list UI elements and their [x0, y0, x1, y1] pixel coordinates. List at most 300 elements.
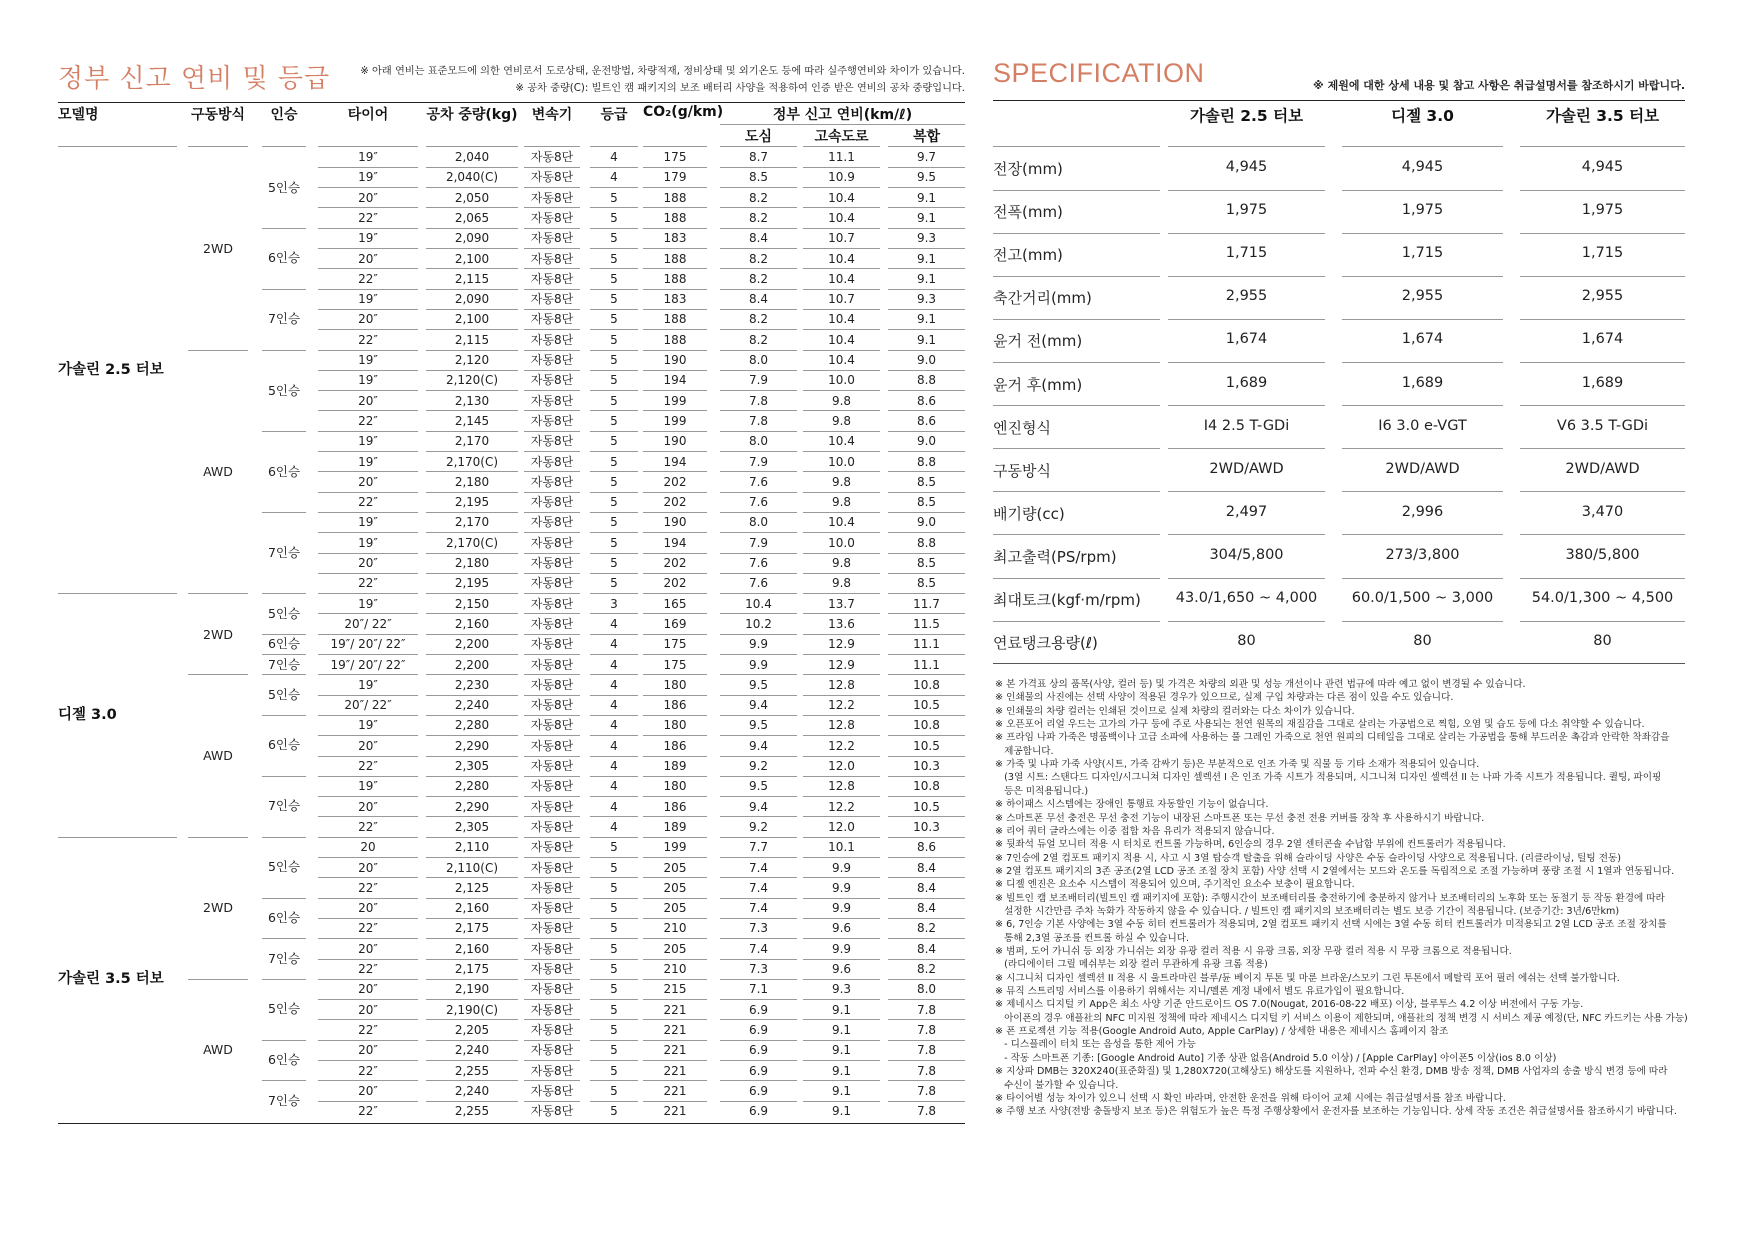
co2-cell: 221: [663, 1104, 687, 1119]
footnote-line: ※ 인쇄물의 사진에는 선택 사양이 적용된 경우가 있으므로, 실제 구입 차량과는 다른 점이 있을 수도 있습니다.: [995, 692, 1454, 704]
grade-cell: 4: [610, 698, 618, 713]
grade-cell: 5: [610, 921, 618, 936]
fuel-economy-note-1: ※ 아래 연비는 표준모드에 의한 연비로서 도로상태, 운전방법, 차량적재, 정비상태 및 외기온도 등에 따라 실주행연비와 차이가 있습니다.: [360, 66, 965, 77]
combined-economy-cell: 8.0: [916, 982, 937, 997]
transmission-cell: 자동8단: [530, 738, 574, 753]
row-divider: [1342, 276, 1503, 277]
grade-cell: 5: [610, 901, 618, 916]
highway-economy-cell: 10.0: [828, 535, 855, 550]
tire-cell: 20″: [358, 860, 378, 875]
city-economy-cell: 8.2: [748, 210, 769, 225]
footnote-line: (3열 시트: 스탠다드 디자인/시그니쳐 디자인 셀렉션 I 은 인조 가죽 시트가 적용되며, 시그니쳐 디자인 셀렉션 II 는 나파 가죽 시트가 적용됩니다. 퀼팅, 파이핑: [995, 772, 1662, 784]
row-divider: [1168, 448, 1325, 449]
weight-cell: 2,160: [454, 941, 490, 956]
tire-cell: 20″: [358, 982, 378, 997]
highway-header: 고속도로: [814, 129, 869, 145]
weight-cell: 2,305: [454, 819, 490, 834]
weight-cell: 2,205: [454, 1022, 490, 1037]
spec-row-label: 전장(mm): [993, 160, 1063, 178]
co2-cell: 180: [663, 718, 687, 733]
row-divider: [1168, 491, 1325, 492]
seats-label: 7인승: [267, 950, 301, 966]
combined-economy-cell: 8.8: [916, 373, 937, 388]
spec-value: 80: [1593, 633, 1612, 650]
combined-economy-cell: 7.8: [916, 1002, 937, 1017]
city-economy-cell: 8.2: [748, 251, 769, 266]
spec-row-label: 윤거 전(mm): [993, 332, 1083, 351]
transmission-cell: 자동8단: [530, 231, 574, 246]
highway-economy-cell: 10.1: [828, 840, 855, 855]
tire-cell: 22″: [358, 962, 378, 976]
footnote-line: ※ 타이어별 성능 차이가 있으니 선택 시 확인 바라며, 안전한 운전을 위해 타이어 교체 시에는 취급설명서를 참조 바랍니다.: [995, 1092, 1506, 1104]
combined-economy-cell: 7.8: [916, 1063, 937, 1078]
transmission-cell: 자동8단: [530, 353, 574, 367]
table-bottom-rule: [58, 1123, 965, 1124]
spec-value: 1,715: [1581, 245, 1624, 262]
row-divider: [1342, 621, 1503, 622]
weight-cell: 2,160: [454, 901, 490, 916]
combined-economy-cell: 8.4: [916, 941, 937, 956]
combined-economy-cell: 11.5: [913, 616, 940, 631]
row-divider: [1168, 233, 1325, 234]
tire-cell: 22″: [358, 819, 378, 834]
tire-cell: 20″: [358, 312, 378, 327]
transmission-cell: 자동8단: [530, 170, 574, 185]
spec-row-label: 축간거리(mm): [993, 289, 1092, 308]
tire-cell: 22″: [358, 271, 378, 286]
co2-cell: 190: [663, 434, 687, 449]
spec-value: I6 3.0 e-VGT: [1378, 417, 1467, 434]
combined-economy-cell: 8.4: [916, 901, 937, 916]
drive-label: 2WD: [203, 626, 233, 642]
transmission-cell: 자동8단: [530, 495, 574, 510]
combined-economy-cell: 11.7: [913, 596, 940, 611]
transmission-cell: 자동8단: [530, 556, 574, 570]
grade-cell: 3: [610, 596, 618, 611]
transmission-cell: 자동8단: [530, 860, 574, 875]
highway-economy-cell: 9.1: [831, 1022, 852, 1037]
grade-cell: 4: [610, 718, 618, 733]
weight-cell: 2,175: [454, 921, 490, 936]
transmission-cell: 자동8단: [530, 677, 574, 692]
transmission-cell: 자동8단: [530, 434, 574, 449]
city-economy-cell: 7.3: [748, 962, 769, 976]
grade-cell: 5: [610, 860, 618, 875]
seats-label: 5인승: [267, 605, 301, 621]
spec-row-label: 최대토크(kgf·m/rpm): [993, 591, 1141, 609]
grade-cell: 5: [610, 332, 618, 347]
weight-header: 공차 중량(kg): [426, 107, 518, 123]
header-divider: [1520, 146, 1685, 147]
highway-economy-cell: 10.0: [828, 454, 855, 469]
highway-economy-cell: 10.9: [828, 170, 855, 185]
footnote-line: 설정한 시간만큼 주차 녹화가 작동하지 않을 수 있습니다. / 빌트인 캠 패키지의 보조배터리는 별도 보증 기간이 적용됩니다. (보증기간: 3년/6만km): [995, 905, 1620, 917]
row-divider: [993, 276, 1160, 277]
tire-cell: 20″: [358, 799, 378, 814]
co2-cell: 180: [663, 779, 687, 794]
tire-cell: 19″/ 20″/ 22″: [330, 637, 406, 652]
row-divider: [993, 362, 1160, 363]
transmission-cell: 자동8단: [530, 515, 574, 530]
weight-cell: 2,120: [454, 353, 490, 367]
combined-economy-cell: 8.4: [916, 860, 937, 875]
co2-cell: 202: [663, 556, 687, 570]
city-economy-cell: 8.0: [748, 353, 769, 367]
row-divider: [993, 190, 1160, 191]
city-economy-cell: 7.8: [748, 393, 769, 408]
city-economy-cell: 7.8: [748, 413, 769, 428]
city-economy-cell: 7.9: [748, 373, 769, 388]
highway-economy-cell: 9.1: [831, 1002, 852, 1017]
row-divider: [1520, 190, 1685, 191]
transmission-cell: 자동8단: [530, 474, 574, 489]
highway-economy-cell: 9.8: [831, 413, 852, 428]
grade-cell: 5: [610, 413, 618, 428]
co2-cell: 190: [663, 353, 687, 367]
transmission-cell: 자동8단: [530, 1104, 574, 1119]
tire-cell: 22″: [358, 332, 378, 347]
tire-cell: 19″: [358, 535, 378, 550]
footnote-line: ※ 오픈포어 리얼 우드는 고가의 가구 등에 주로 사용되는 천연 원목의 재질감을 그대로 살리는 가공법으로 찍힘, 오염 및 습도 등에 다소 취약할 수 있습니다.: [995, 719, 1645, 731]
fuel-economy-header: 정부 신고 연비(km/ℓ): [772, 107, 913, 123]
combined-economy-cell: 9.3: [916, 292, 937, 307]
row-divider: [1342, 534, 1503, 535]
transmission-cell: 자동8단: [530, 251, 574, 266]
footnote-line: ※ 6, 7인승 기본 사양에는 3열 수동 히터 컨트롤러가 적용되며, 2열 컴포트 패키지 선택 시에는 3열 수동 히터 컨트롤러가 미적용되고 2열 LCD 공조 조절 장치를: [995, 919, 1667, 931]
row-divider: [1520, 621, 1685, 622]
city-economy-cell: 8.7: [748, 150, 769, 164]
spec-value: 1,715: [1401, 245, 1444, 262]
row-divider: [1168, 578, 1325, 579]
weight-cell: 2,120(C): [445, 373, 499, 388]
tire-header: 타이어: [347, 107, 389, 123]
city-economy-cell: 6.9: [748, 1022, 769, 1037]
tire-cell: 20″: [358, 251, 378, 266]
spec-value: 4,945: [1225, 159, 1268, 175]
co2-cell: 183: [663, 231, 687, 246]
weight-cell: 2,200: [454, 657, 490, 672]
highway-economy-cell: 9.1: [831, 1104, 852, 1119]
transmission-cell: 자동8단: [530, 535, 574, 550]
highway-economy-cell: 10.4: [828, 312, 855, 327]
row-divider: [993, 319, 1160, 320]
combined-economy-cell: 10.8: [913, 718, 940, 733]
grade-cell: 4: [610, 677, 618, 692]
grade-cell: 5: [610, 434, 618, 449]
highway-economy-cell: 10.4: [828, 271, 855, 286]
tire-cell: 20″: [358, 556, 378, 570]
city-economy-cell: 6.9: [748, 1104, 769, 1119]
transmission-cell: 자동8단: [530, 759, 574, 773]
model-label: 디젤 3.0: [58, 706, 117, 723]
grade-cell: 5: [610, 1083, 618, 1098]
seats-label: 6인승: [267, 250, 301, 266]
combined-economy-cell: 9.1: [916, 190, 937, 205]
highway-economy-cell: 10.4: [828, 251, 855, 266]
highway-economy-cell: 9.8: [831, 474, 852, 489]
spec-value: 1,674: [1401, 331, 1444, 348]
weight-cell: 2,175: [454, 962, 490, 976]
combined-economy-cell: 8.6: [916, 393, 937, 408]
header-divider: [1342, 146, 1503, 147]
seats-label: 7인승: [267, 798, 301, 814]
tire-cell: 19″: [358, 373, 378, 388]
highway-economy-cell: 11.1: [828, 150, 855, 164]
co2-cell: 202: [663, 474, 687, 489]
tire-cell: 19″: [358, 454, 378, 469]
combined-economy-cell: 8.8: [916, 535, 937, 550]
grade-cell: 5: [610, 840, 618, 855]
city-economy-cell: 8.2: [748, 312, 769, 327]
footnote-line: ※ 프라임 나파 가죽은 명품백이나 고급 소파에 사용하는 풀 그레인 가죽으로 천연 원피의 디테일을 그대로 살리는 가공법을 통해 부드러운 촉감과 안락한 착좌감을: [995, 732, 1670, 744]
row-divider: [993, 491, 1160, 492]
co2-cell: 183: [663, 292, 687, 307]
footnote-line: ※ 뒷좌석 듀얼 모니터 적용 시 터치로 컨트롤 가능하며, 6인승의 경우 2열 센터콘솔 수납함 부위에 컨트롤러가 적용됩니다.: [995, 839, 1506, 851]
spec-value: 1,674: [1225, 331, 1268, 348]
transmission-cell: 자동8단: [530, 1043, 574, 1058]
co2-cell: 165: [663, 596, 687, 611]
highway-economy-cell: 10.4: [828, 190, 855, 205]
grade-cell: 5: [610, 556, 618, 570]
weight-cell: 2,195: [454, 495, 490, 510]
row-divider: [1520, 578, 1685, 579]
tire-cell: 19″: [358, 353, 378, 367]
grade-cell: 4: [610, 738, 618, 753]
footnote-line: ※ 폰 프로젝션 기능 적용(Google Android Auto, Apple CarPlay) / 상세한 내용은 제네시스 홈페이지 참조: [995, 1026, 1449, 1038]
row-divider: [1168, 621, 1325, 622]
grade-cell: 5: [610, 535, 618, 550]
weight-cell: 2,290: [454, 738, 490, 753]
city-economy-cell: 8.0: [748, 515, 769, 530]
tire-cell: 19″: [358, 677, 378, 692]
tire-cell: 22″: [358, 1022, 378, 1037]
highway-economy-cell: 9.8: [831, 556, 852, 570]
spec-value: 1,689: [1581, 374, 1624, 391]
grade-cell: 4: [610, 657, 618, 672]
spec-value: 4,945: [1401, 159, 1444, 175]
tire-cell: 19″: [358, 596, 378, 611]
combined-economy-cell: 9.7: [916, 150, 937, 164]
model-label: 가솔린 3.5 터보: [58, 971, 164, 988]
city-economy-cell: 8.4: [748, 231, 769, 246]
co2-cell: 194: [663, 454, 687, 469]
co2-cell: 190: [663, 515, 687, 530]
grade-cell: 5: [610, 373, 618, 388]
transmission-cell: 자동8단: [530, 576, 574, 591]
combined-economy-cell: 10.3: [913, 819, 940, 834]
row-divider: [993, 233, 1160, 234]
city-economy-cell: 7.6: [748, 556, 769, 570]
weight-cell: 2,240: [454, 698, 490, 713]
highway-economy-cell: 10.4: [828, 332, 855, 347]
grade-cell: 5: [610, 292, 618, 307]
co2-cell: 180: [663, 677, 687, 692]
co2-cell: 194: [663, 535, 687, 550]
drive-label: AWD: [203, 747, 233, 763]
city-economy-cell: 9.4: [748, 799, 769, 814]
weight-cell: 2,170: [454, 434, 490, 449]
transmission-cell: 자동8단: [530, 454, 574, 469]
weight-cell: 2,280: [454, 718, 490, 733]
grade-cell: 5: [610, 353, 618, 367]
row-divider: [1520, 276, 1685, 277]
tire-cell: 20″/ 22″: [344, 698, 392, 713]
co2-cell: 221: [663, 1063, 687, 1078]
transmission-cell: 자동8단: [530, 880, 574, 895]
city-economy-cell: 7.4: [748, 860, 769, 875]
tire-cell: 19″/ 20″/ 22″: [330, 657, 406, 672]
transmission-header: 변속기: [531, 107, 573, 123]
grade-cell: 5: [610, 210, 618, 225]
combined-economy-cell: 10.5: [913, 738, 940, 753]
highway-economy-cell: 9.9: [831, 860, 852, 875]
weight-cell: 2,255: [454, 1104, 490, 1119]
footnote-line: ※ 빌트인 캠 보조배터리(빌트인 캠 패키지에 포함): 주행시간이 보조배터리를 충전하기에 충분하지 않거나 보조배터리의 노후화 또는 동절기 등 작동 환경에 따라: [995, 892, 1665, 904]
combined-economy-cell: 7.8: [916, 1022, 937, 1037]
highway-economy-cell: 10.4: [828, 353, 855, 367]
tire-cell: 20: [360, 840, 376, 855]
co2-cell: 202: [663, 576, 687, 591]
combined-economy-cell: 9.5: [916, 170, 937, 185]
weight-cell: 2,305: [454, 759, 490, 773]
row-divider: [993, 405, 1160, 406]
tire-cell: 22″: [358, 921, 378, 936]
seats-label: 5인승: [267, 1001, 301, 1017]
co2-cell: 221: [663, 1002, 687, 1017]
combined-economy-cell: 10.8: [913, 779, 940, 794]
footnote-line: ※ 제네시스 디지털 키 App은 최소 사양 기준 안드로이드 OS 7.0(Nougat, 2016-08-22 배포) 이상, 블루투스 4.2 이상 버전에서 구동 가능.: [995, 999, 1584, 1011]
footnote-line: ※ 가죽 및 나파 가죽 사양(시트, 가죽 감싸기 등)은 부분적으로 인조 가죽 및 직물 등 기타 소재가 적용되어 있습니다.: [995, 759, 1480, 771]
grade-cell: 5: [610, 576, 618, 591]
co2-cell: 205: [663, 860, 687, 875]
combined-economy-cell: 8.5: [916, 556, 937, 570]
spec-row-label: 엔진형식: [993, 418, 1051, 437]
weight-cell: 2,190(C): [445, 1002, 499, 1017]
grade-cell: 5: [610, 941, 618, 956]
combined-economy-cell: 10.8: [913, 677, 940, 692]
spec-value: 2,497: [1225, 503, 1268, 520]
footnote-line: 아이폰의 경우 애플社의 NFC 미지원 정책에 따라 제네시스 디지털 키 서비스 이용이 제한되며, 애플社의 정책 변경 시 서비스 제공 예정(단, NFC 카드키는 사용 가능): [995, 1012, 1688, 1024]
grade-cell: 5: [610, 190, 618, 205]
weight-cell: 2,255: [454, 1063, 490, 1078]
city-economy-cell: 7.6: [748, 576, 769, 591]
city-economy-cell: 8.4: [748, 292, 769, 307]
grade-cell: 4: [610, 819, 618, 834]
spec-header-rule: [993, 100, 1685, 101]
seats-label: 6인승: [267, 636, 301, 652]
spec-column-header: 가솔린 2.5 터보: [1189, 107, 1304, 125]
spec-row-label: 전고(mm): [993, 246, 1063, 265]
combined-economy-cell: 9.3: [916, 231, 937, 246]
tire-cell: 20″: [358, 393, 378, 408]
header-top-rule: [58, 102, 965, 103]
city-economy-cell: 9.9: [748, 637, 769, 652]
transmission-cell: 자동8단: [530, 1063, 574, 1078]
highway-economy-cell: 10.4: [828, 210, 855, 225]
combined-economy-cell: 10.3: [913, 759, 940, 773]
co2-cell: 205: [663, 880, 687, 895]
spec-value: 273/3,800: [1385, 546, 1460, 563]
transmission-cell: 자동8단: [530, 962, 574, 976]
transmission-cell: 자동8단: [530, 779, 574, 794]
tire-cell: 22″: [358, 1063, 378, 1078]
seats-label: 5인승: [267, 180, 301, 195]
weight-cell: 2,090: [454, 292, 490, 307]
seats-label: 5인승: [267, 686, 301, 702]
footnote-line: ※ 디젤 엔진은 요소수 시스템이 적용되어 있으며, 주기적인 요소수 보충이 필요합니다.: [995, 879, 1355, 891]
co2-cell: 205: [663, 901, 687, 916]
spec-value: 1,689: [1225, 374, 1268, 391]
weight-cell: 2,090: [454, 231, 490, 246]
highway-economy-cell: 9.1: [831, 1063, 852, 1078]
model-header: 모델명: [58, 107, 99, 123]
spec-row-label: 윤거 후(mm): [993, 375, 1083, 394]
highway-economy-cell: 9.8: [831, 576, 852, 591]
footnote-line: ※ 지상파 DMB는 320X240(표준화질) 및 1,280X720(고해상도) 해상도를 지원하나, 전파 수신 환경, DMB 방송 정책, DMB 사업자의 송출 방식 변경 등에 따라: [995, 1066, 1668, 1078]
footnote-line: - 디스플레이 터치 또는 음성을 통한 제어 가능: [995, 1039, 1196, 1051]
highway-economy-cell: 10.7: [828, 292, 855, 307]
city-economy-cell: 8.5: [748, 170, 769, 185]
grade-cell: 5: [610, 271, 618, 286]
combined-economy-cell: 8.5: [916, 495, 937, 510]
co2-cell: 189: [663, 819, 687, 834]
grade-cell: 4: [610, 616, 618, 631]
weight-cell: 2,050: [454, 190, 490, 205]
seats-label: 6인승: [267, 1052, 301, 1068]
grade-cell: 5: [610, 312, 618, 327]
weight-cell: 2,280: [454, 779, 490, 794]
spec-value: 2,996: [1401, 503, 1444, 520]
city-economy-cell: 7.7: [748, 840, 769, 855]
city-economy-cell: 7.6: [748, 495, 769, 510]
combined-economy-cell: 8.6: [916, 840, 937, 855]
weight-cell: 2,115: [454, 332, 490, 347]
transmission-cell: 자동8단: [530, 941, 574, 956]
footnote-line: ※ 본 가격표 상의 품목(사양, 컬러 등) 및 가격은 차량의 외관 및 성능 개선이나 관련 법규에 따라 예고 없이 변경될 수 있습니다.: [995, 679, 1526, 690]
row-divider: [1168, 319, 1325, 320]
spec-value: I4 2.5 T-GDi: [1203, 417, 1290, 434]
combined-economy-cell: 9.1: [916, 312, 937, 327]
spec-value: 54.0/1,300 ~ 4,500: [1531, 590, 1674, 606]
transmission-cell: 자동8단: [530, 292, 574, 307]
fuel-economy-subrule: [720, 124, 965, 125]
city-economy-cell: 8.2: [748, 332, 769, 347]
footnote-line: ※ 하이패스 시스템에는 장애인 통행료 자동할인 기능이 없습니다.: [995, 799, 1269, 811]
weight-cell: 2,100: [454, 251, 490, 266]
spec-value: 60.0/1,500 ~ 3,000: [1351, 590, 1494, 606]
city-economy-cell: 10.2: [745, 616, 772, 631]
weight-cell: 2,040: [454, 150, 490, 164]
co2-cell: 188: [663, 210, 687, 225]
row-divider: [1520, 233, 1685, 234]
city-economy-cell: 8.2: [748, 190, 769, 205]
weight-cell: 2,110(C): [445, 860, 499, 875]
spec-value: 304/5,800: [1209, 546, 1284, 563]
transmission-cell: 자동8단: [530, 901, 574, 916]
weight-cell: 2,170(C): [445, 454, 499, 469]
grade-cell: 4: [610, 799, 618, 814]
transmission-cell: 자동8단: [530, 413, 574, 428]
transmission-cell: 자동8단: [530, 1022, 574, 1037]
spec-value: 2WD/AWD: [1209, 460, 1284, 477]
highway-economy-cell: 12.8: [828, 718, 855, 733]
row-divider: [1520, 491, 1685, 492]
city-economy-cell: 7.4: [748, 901, 769, 916]
highway-economy-cell: 12.2: [828, 799, 855, 814]
grade-cell: 4: [610, 150, 618, 164]
co2-cell: 199: [663, 840, 687, 855]
spec-value: 2,955: [1401, 288, 1444, 305]
